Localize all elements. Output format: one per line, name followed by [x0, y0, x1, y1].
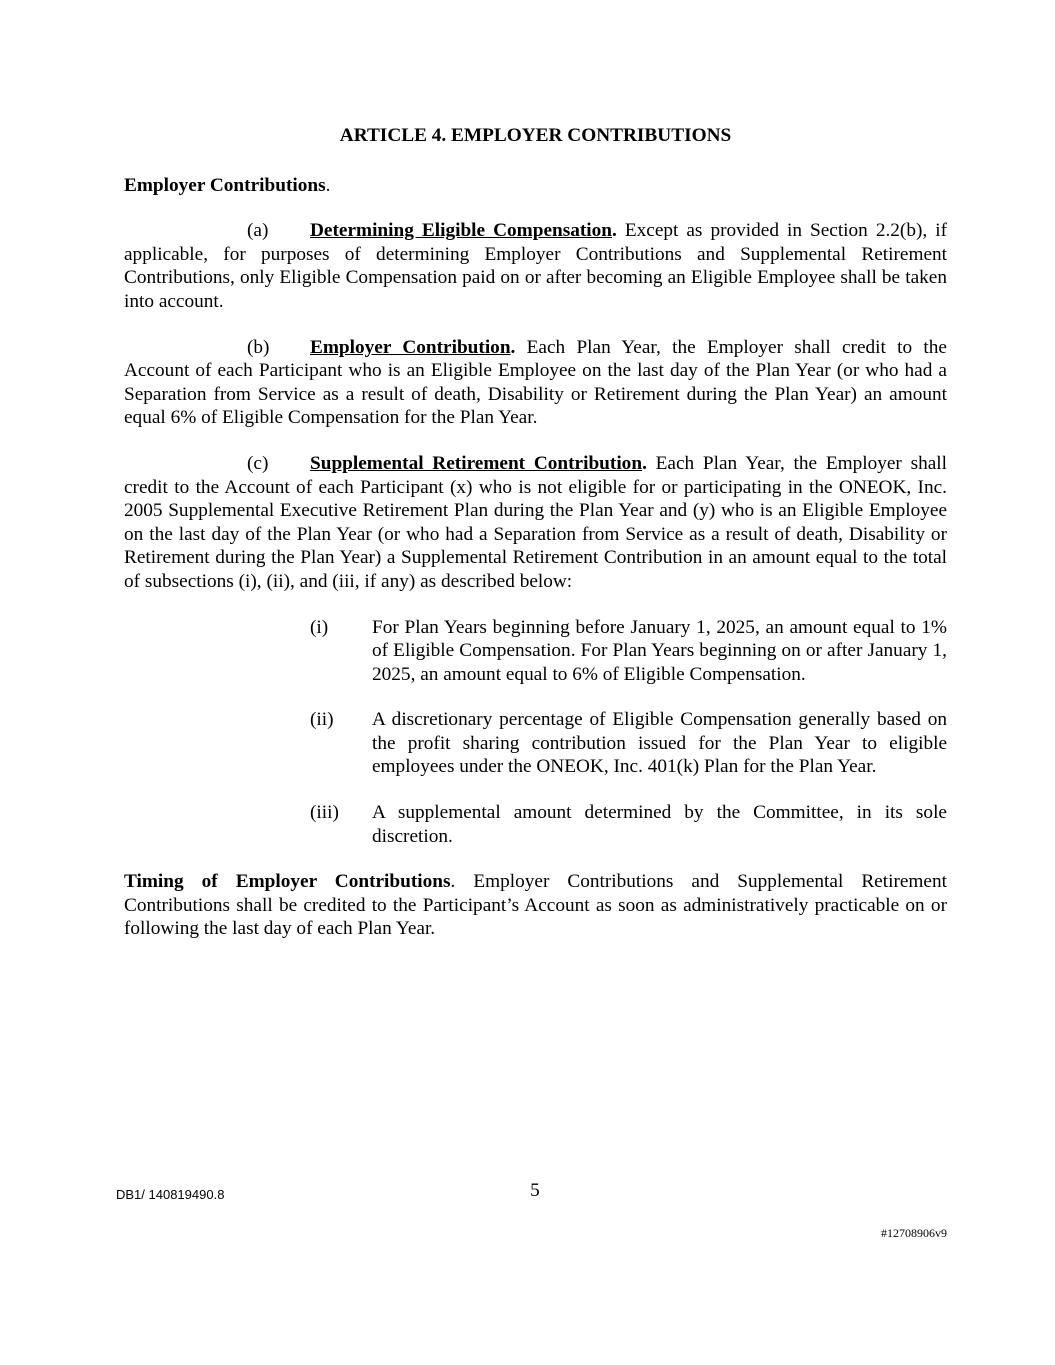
- paragraph-heading: Determining Eligible Compensation: [310, 220, 613, 242]
- subsection-text: A discretionary percentage of Eligible Compensation generally based on the profit sharing contribution issued for the Plan Year to eligible employees under the ONEOK, Inc. 401(k) Plan for the Plan Year.: [372, 709, 947, 778]
- subsection-number: (ii): [310, 709, 334, 731]
- paragraph-heading-suffix: .: [510, 336, 516, 358]
- subsection-iii: [124, 801, 947, 848]
- paragraph-heading: Employer Contribution: [310, 336, 511, 358]
- timing-paragraph: [124, 870, 947, 941]
- subsection-i: [124, 616, 947, 687]
- subsection-ii: [124, 708, 947, 779]
- section-heading-text: Employer Contributions: [124, 174, 326, 196]
- paragraph-heading-suffix: .: [612, 220, 617, 242]
- paragraph-heading: Supplemental Retirement Contribution: [310, 452, 643, 474]
- timing-heading: Timing of Employer Contributions: [124, 871, 451, 893]
- paragraph-heading-suffix: .: [642, 452, 647, 474]
- timing-text: Employer Contributions and Supplemental Retirement Contributions shall be credited to the Participant’s Account as soon as administratively practicable on or following the last day of each Plan Year.: [124, 871, 947, 940]
- paragraph-text: Each Plan Year, the Employer shall credit to the Account of each Participant who is an Eligible Employee on the last day of the Plan Year (or who had a Separation from Service as a result of death, Disability or Retirement during the Plan Year) an amount equal 6% of Eligible Compensation for the Plan Year.: [124, 336, 947, 429]
- paragraph-label: (c): [247, 452, 269, 474]
- timing-heading-suffix: .: [450, 871, 456, 893]
- section-heading: [124, 174, 947, 198]
- paragraph-text: Each Plan Year, the Employer shall credit to the Account of each Participant (x) who is not eligible for or participating in the ONEOK, Inc. 2005 Supplemental Executive Retirement Plan during the Plan Year and (y) who is an Eligible Employee on the last day of the Plan Year (or who had a Separation from Service as a result of death, Disability or Retirement during the Plan Year) a Supplemental Retirement Contribution in an amount equal to the total of subsections (i), (ii), and (iii, if any) as described below:: [124, 452, 947, 592]
- paragraph-a: [124, 219, 947, 313]
- footer-doc-id: DB1/ 140819490.8: [116, 1187, 225, 1202]
- paragraph-label: (a): [247, 220, 269, 242]
- subsection-text: For Plan Years beginning before January 1, 2025, an amount equal to 1% of Eligible Compensation. For Plan Years beginning on or after January 1, 2025, an amount equal to 6% of Eligible Compensation.: [372, 616, 947, 685]
- page-number: 5: [530, 1180, 540, 1201]
- subsection-number: (iii): [310, 802, 339, 824]
- subsection-text: A supplemental amount determined by the Committee, in its sole discretion.: [372, 802, 947, 847]
- paragraph-label: (b): [247, 336, 270, 358]
- paragraph-b: [124, 336, 947, 430]
- page-content: [124, 124, 947, 941]
- footer-ref-number: #12708906v9: [881, 1226, 947, 1240]
- paragraph-text: Except as provided in Section 2.2(b), if applicable, for purposes of determining Employer Contributions and Supplemental Retirement Contributions, only Eligible Compensation paid on or after becoming an Eligible Employee shall be taken into account.: [124, 220, 947, 312]
- section-heading-suffix: .: [325, 174, 331, 196]
- subsection-number: (i): [310, 616, 329, 638]
- paragraph-c: [124, 452, 947, 594]
- article-title: ARTICLE 4. EMPLOYER CONTRIBUTIONS: [339, 125, 732, 146]
